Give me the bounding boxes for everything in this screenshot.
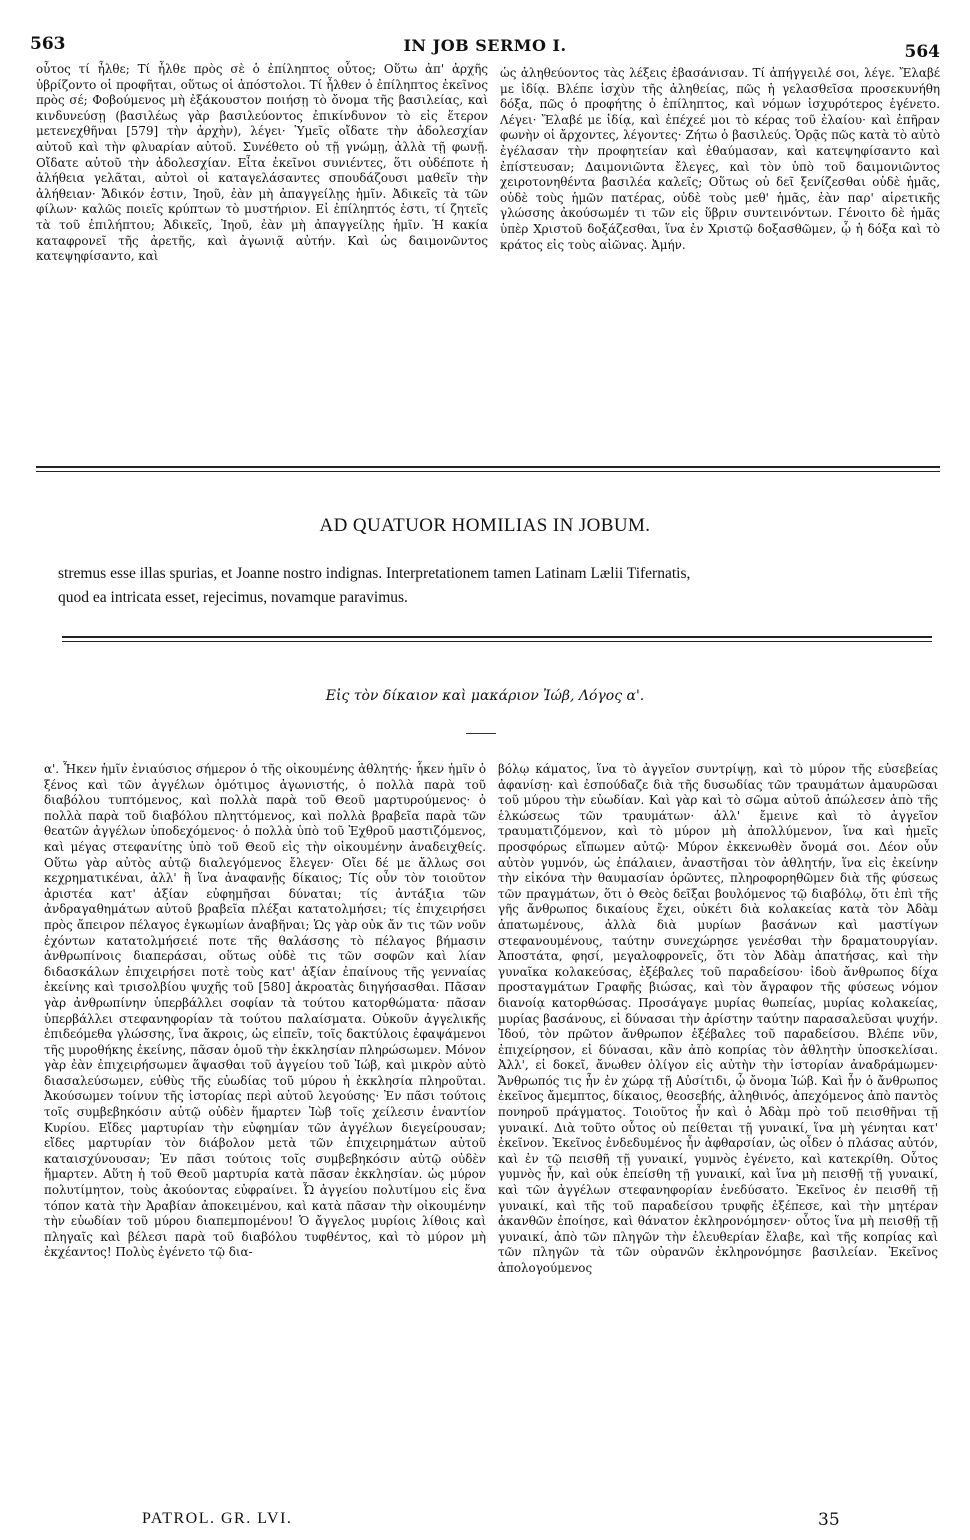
divider-rule xyxy=(62,636,932,638)
bottom-right-column xyxy=(498,762,938,1277)
latin-line: stremus esse illas spurias, et Joanne nostro indignas. Interpretationem tamen Latinam Lælii Tifernatis, xyxy=(58,565,691,582)
section-title: AD QUATUOR HOMILIAS IN JOBUM. xyxy=(319,515,651,536)
paragraph: ὡς ἀληθεύοντος τὰς λέξεις ἐβασάνισαν. Τί ἀπήγγειλέ σοι, λέγε. Ἔλαβέ με ἰδίᾳ. Βλέπε ἰσχὺν τῆς ἀληθείας, πῶς ἡ γελασθεῖσα προσεκυνήθη δόξα, πῶς ὁ προφήτης ὁ ἐπίληπτος, καὶ νόμων ἰσχυρότερος ἐγένετο. Λέγει· Ἔλαβέ με ἰδίᾳ, καὶ ἐπέχεέ μοι τὸ κέρας τοῦ ἐλαίου· καὶ ἐπῆραν φωνὴν οἱ ἄρχοντες, λέγοντες· Ζήτω ὁ βασιλεύς. Ὁρᾷς πῶς κατὰ τὸ αὐτὸ ἐγέλασαν τὴν προφητείαν καὶ ἐθαύμασαν, καὶ κατεψηφίσαντο καὶ ἐπίστευσαν; Δαιμονιῶντα ἔλεγες, καὶ τὸν ὑπὸ τοῦ δαιμονιῶντος χειροτονηθέντα βασιλέα καλεῖς; Οὕτως οὐ δεῖ ξενίζεσθαι οὐδὲ ἡμᾶς, οὐδὲ τοὺς ἡμῶν πατέρας, οὐδὲ τοὺς μεθ' ἡμᾶς, ἐὰν παρ' αἱρετικῆς γλώσσης ἀκούσωμέν τι τῶν εἰς ὕβριν συντεινόντων. Γένοιτο δὲ ἡμᾶς ὑπὲρ Χριστοῦ δοξάζεσθαι, ἵνα ἐν Χριστῷ δοξασθῶμεν, ᾧ ἡ δόξα καὶ τὸ κράτος εἰς τοὺς αἰῶνας. Ἀμήν. xyxy=(500,66,940,252)
running-title: IN JOB SERMO I. xyxy=(403,36,567,55)
latin-note xyxy=(58,562,938,610)
paragraph: οὗτος τί ἦλθε; Τί ἦλθε πρὸς σὲ ὁ ἐπίληπτος οὗτος; Οὕτω ἀπ' ἀρχῆς ὑβρίζοντο οἱ προφῆται, οὕτως οἱ ἀπόστολοι. Τί ἦλθεν ὁ ἐπίληπτος ἐκεῖνος πρὸς σέ; Φοβούμενος μὴ ἐξάκουστον ποιήσῃ τὸ ὄνομα τῆς βασιλείας, καὶ κινδυνεύσῃ (βασιλέως γὰρ βασιλεύοντος ἐπικίνδυνον τὸ εἰς ἕτερον μετενεχθῆναι [579] τὴν ἀρχὴν), λέγει· Ὑμεῖς οἴδατε τὴν ἀδολεσχίαν αὐτοῦ καὶ τὴν φλυαρίαν αὐτοῦ. Συνέθετο οὐ τῇ γνώμῃ, ἀλλὰ τῇ φωνῇ. Οἴδατε αὐτοῦ τὴν ἀδολεσχίαν. Εἶτα ἐκεῖνοι συνιέντες, ὅτι οὐδέποτε ἡ ἀλήθεια γελᾶται, αὐτοὶ οἱ καταγελάσαντες σπουδάζουσι μαθεῖν τὴν ἀλήθειαν· Ἄδικόν ἐστιν, Ἰηοῦ, ἐὰν μὴ ἀπαγγείλῃς ἡμῖν. Ἀδικεῖς τὰ τῶν φίλων· καλῶς ποιεῖς κρύπτων τὸ μυστήριον. Εἰ ἐπίληπτός ἐστι, τί ζητεῖς τὰ τοῦ ἐπιλήπτου; Ἀδικεῖς, Ἰηοῦ, ἐὰν μὴ ἀπαγγείλῃς ἡμῖν. Ἡ κακία καταφρονεῖ τῆς ἀρετῆς, καὶ ἀγωνιᾷ αὐτήν. Καὶ ὡς δαιμονῶντος κατεψηφίσαντο, καὶ xyxy=(36,62,488,264)
latin-line: quod ea intricata esset, rejecimus, novamque paravimus. xyxy=(58,589,408,606)
divider-rule xyxy=(62,641,932,642)
footer-signature: 35 xyxy=(818,1510,840,1530)
footer-series: PATROL. GR. LVI. xyxy=(142,1510,293,1527)
paragraph: α'. Ἧκεν ἡμῖν ἐνιαύσιος σήμερον ὁ τῆς οἰκουμένης ἀθλητής· ἧκεν ἡμῖν ὁ ξένος καὶ τῶν ἀγγέλων ὁμότιμος ἀγωνιστής, ὁ πολλὰ παρὰ τοῦ διαβόλου τυπτόμενος, καὶ πολλὰ παρὰ τοῦ Θεοῦ μαρτυρούμενος· ὁ πολλὰ παρὰ τοῦ διαβόλου πληττόμενος, καὶ πολλὰ βραβεῖα παρὰ τῶν θεατῶν ἀγγέλων ὑποδεχόμενος· ὁ πολλὰ ὑπὸ τοῦ Ἐχθροῦ μαστιζόμενος, καὶ μέγας στεφανίτης ὑπὸ τοῦ Θεοῦ εἰς τὴν οἰκουμένην ἀναδειχθείς. Οὕτω γὰρ αὐτὸς αὐτῷ διαλεγόμενος ἔλεγεν· Οἴει δέ με ἄλλως σοι κεχρηματικέναι, ἀλλ' ἢ ἵνα ἀναφανῇς δίκαιος; Τίς οὖν τὸν τοιοῦτον ἀριστέα κατ' ἀξίαν εὐφημῆσαι δύναται; τίς ἀντάξια τῶν ἀνδραγαθημάτων αὐτοῦ βραβεῖα πλέξαι κατατολμήσει; τίς ἐπιχειρήσει πρὸς ἄπειρον πέλαγος ἐγκωμίων ἀναβῆναι; Ὡς γὰρ οὐκ ἄν τις τῶν νοῦν ἐχόντων κατατολμήσειέ ποτε τῆς θαλάσσης τὸ πέλαγος βήμασιν ἀνθρωπίνοις διαπεράσαι, οὕτως οὐδὲ τις τῶν σοφῶν καὶ λίαν διδασκάλων ἐπιχειρήσει ποτὲ τοὺς κατ' ἀξίαν ἐπαίνους τῆς γενναίας ἐκείνης καὶ τρισολβίου ψυχῆς τοῦ [580] ἀκροατὰς διηγήσασθαι. Πᾶσαν γὰρ ἀνθρωπίνην ὑπερβάλλει σοφίαν τὰ τούτου κατορθώματα· πᾶσαν ὑπερβάλλει στεφανηφορίαν τὰ τούτου παλαίσματα. Οὐκοῦν ἀγγελικῆς ἐπιδεόμεθα γλώσσης, ἵνα ἄκροις, ὡς εἰπεῖν, τοῖς δακτύλοις ἐφαψάμενοι τῆς μυροθήκης ἐκείνης, πᾶσαν ὁμοῦ τὴν ἐκκλησίαν πληρώσωμεν. Μόνον γὰρ ἐὰν ἐπιχειρήσωμεν ἅψασθαι τοῦ ἀγγείου τοῦ Ἰώβ, καὶ μικρὸν αὐτὸ διασαλεύσωμεν, εὐθὺς τῆς εὐωδίας τοῦ μύρου ἡ ἐκκλησία πληροῦται. Ἀκούσωμεν τοίνυν τῆς ἱστορίας περὶ αὐτοῦ λεγούσης· Ἐν πᾶσι τούτοις τοῖς συμβεβηκόσιν αὐτῷ οὐδὲν ἥμαρτεν Ἰὼβ τοῖς χείλεσιν ἐναντίον Κυρίου. Εἴδες μαρτυρίαν τὴν εὐφημίαν τῶν ἀγγέλων διεγείρουσαν; εἴδες μαρτυρίαν τὸν διάβολον μετὰ τῶν ἐπιχειρημάτων αὐτοῦ καταισχύνουσαν; Ἐν πᾶσι τούτοις τοῖς συμβεβηκόσιν αὐτῷ οὐδὲν ἥμαρτεν. Αὕτη ἡ τοῦ Θεοῦ μαρτυρία κατὰ πᾶσαν ἐκκλησίαν. ὡς μύρον πολυτίμητον, τοὺς ἀκούοντας εὐφραίνει. Ὦ ἀγγείου πολυτίμου εἰς ἕνα τόπον κατὰ τὴν Ἀραβίαν ἀποκειμένου, καὶ κατὰ πᾶσαν τὴν οἰκουμένην τὴν εὐωδίαν τοῦ μύρου διαπεμπομένου! Ὁ ἄγγελος μυρίοις λίθοις καὶ πληγαῖς καὶ βέλεσι παρὰ τοῦ διαβόλου τυφθέντος, καὶ τὸ μύρον μὴ ἐκχέαντος! Πολὺς ἐγένετο τῷ δια- xyxy=(44,762,486,1260)
top-left-column xyxy=(36,62,488,265)
homily-title: Εἰς τὸν δίκαιον καὶ μακάριον Ἰώβ, Λόγος α'. xyxy=(325,688,645,704)
left-page-number: 563 xyxy=(30,34,66,54)
title-dash xyxy=(466,733,496,734)
divider-rule xyxy=(36,466,940,468)
bottom-left-column xyxy=(44,762,486,1261)
top-right-column xyxy=(500,66,940,253)
right-page-number: 564 xyxy=(904,42,940,62)
paragraph: βόλῳ κάματος, ἵνα τὸ ἀγγεῖον συντρίψῃ, καὶ τὸ μύρον τῆς εὐσεβείας ἀφανίσῃ· καὶ ἐσπούδαζε διὰ τῆς δυσωδίας τῶν τραυμάτων ἀμαυρῶσαι τοῦ μύρου τὴν εὐωδίαν. Καὶ γὰρ καὶ τὸ σῶμα αὐτοῦ ἀπώλεσεν ἀπὸ τῆς ἑλκώσεως τῶν τραυμάτων· ἀλλ' ἔμεινε καὶ τὸ ἀγγεῖον τραυματιζόμενον, καὶ τὸ μύρον μὴ ἀπολλύμενον, ἵνα καὶ ἡμεῖς προσφόρως εἴπωμεν αὐτῷ· Μύρον ἐκκενωθὲν ὄνομά σοι. Δέον οὖν αὐτὸν γυμνόν, ὡς ἐπάλαιεν, ἀναστῆσαι τὸν ἀθλητήν, ἵνα εἰς ἐκείνην τὴν εἰκόνα τὴν θαυμασίαν ὁρῶντες, πληροφορηθῶμεν διὰ τῆς φύσεως τῶν πραγμάτων, ὅτι ὁ Θεὸς δεῖξαι βουλόμενος τῷ διαβόλῳ, ὅτι ἐπὶ τῆς γῆς ἄνθρωπος δικαίους ἔχει, οὐκέτι διὰ κολακείας κατὰ τὸν Ἀδὰμ ἀπατωμένους, ἀλλὰ διὰ μυρίων βασάνων καὶ μαστίγων στεφανουμένους, ταύτην συνεχώρησε γενέσθαι τὴν δραματουργίαν. Ἀποστάτα, φησί, μεγαλοφρονεῖς, ὅτι τὸν Ἀδὰμ ἀπατήσας, καὶ τὴν γυναῖκα κολακεύσας, ἐξέβαλες τοῦ παραδείσου· ἰδοὺ ἄνθρωπος δίχα προσταγμάτων Γραφῆς βιώσας, καὶ τὸν ἄγραφον τῆς φύσεως νόμον διανοίᾳ κατορθώσας. Προσάγαγε μυρίας θωπείας, μυρίας κολακείας, μυρίας βασάνους, εἰ δύνασαι τὴν ἀρίστην ταύτην παρασαλεῦσαι ψυχήν. Ἰδού, τὸν πρῶτον ἄνθρωπον ἐξέβαλες τοῦ παραδείσου. Βλέπε νῦν, ἐπιχείρησον, εἰ δύνασαι, κἂν ἀπὸ κοπρίας τὸν ἀθλητὴν ὑποσκελίσαι. Ἀλλ', εἰ δοκεῖ, ἄνωθεν ὀλίγον εἰς αὐτὴν τὴν ἱστορίαν ἀναδράμωμεν· Ἄνθρωπός τις ἦν ἐν χώρᾳ τῇ Αὐσίτιδι, ᾧ ὄνομα Ἰώβ. Καὶ ἦν ὁ ἄνθρωπος ἐκεῖνος ἄμεμπτος, δίκαιος, θεοσεβής, ἀληθινός, ἀπεχόμενος ἀπὸ παντὸς πονηροῦ πράγματος. Τοιοῦτος ἦν καὶ ὁ Ἀδὰμ πρὸ τοῦ πεισθῆναι τῇ γυναικί. Διὰ τοῦτο οὗτος οὐ πείθεται τῇ γυναικί, ἵνα μὴ γένηται κατ' ἐκεῖνον. Ἐκεῖνος ἐνδεδυμένος ἦν ἀφθαρσίαν, ὡς οἶδεν ὁ πλάσας αὐτόν, καὶ ἐν τῷ πεισθῆ τῇ γυναικί, γυμνὸς ἐγένετο, καὶ κατεκρίθη. Οὗτος γυμνὸς ἦν, καὶ οὐκ ἐπείσθη τῇ γυναικί, καὶ ἵνα μὴ πεισθῇ τῇ γυναικί, καὶ τῶν ἀγγέλων στεφανηφορίαν ἐνεδύσατο. Ἐκεῖνος ἐν πεισθῆ τῇ γυναικί, καὶ τῆς τοῦ παραδείσου τρυφῆς ἐξέπεσε, καὶ τὴν μητέραν ἀκανθῶν ἐποίησε, καὶ θάνατον ἐκληρονόμησεν· οὗτος ἵνα μὴ πεισθῇ τῇ γυναικί, ἀπὸ τῶν πληγῶν τὴν ἐλευθερίαν ἔλαβε, καὶ τῆς κοπρίας καὶ τῶν πληγῶν τὰ τῶν οὐρανῶν ἐκληρονόμησε βασιλείαν. Ἐκεῖνος ἀπολογούμενος xyxy=(498,762,938,1275)
divider-rule xyxy=(36,471,940,472)
